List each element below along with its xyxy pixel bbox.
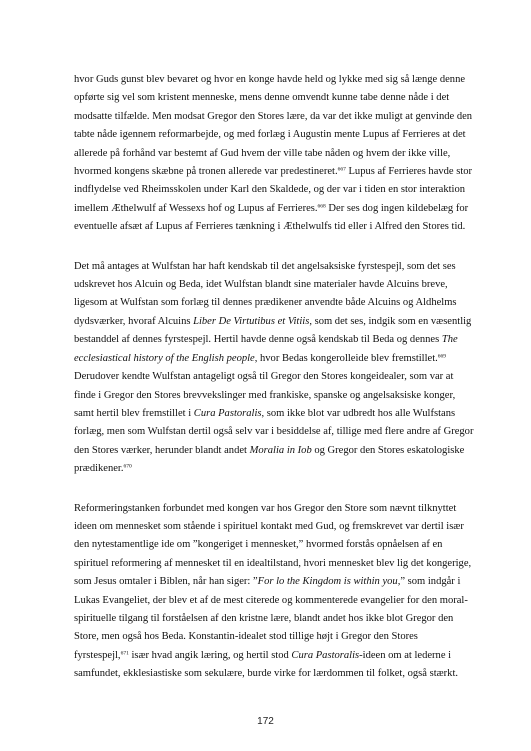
italic-title: Liber De Virtutibus et Vitiis	[193, 315, 310, 327]
italic-title: Cura Pastoralis	[193, 407, 262, 419]
text-run: -ideen om at lederne i samfundet, ekklesiastiske som sekulære, burde virke for lærdommen til folket, også stærkt.	[74, 649, 459, 680]
text-run: , hvor Bedas kongerolleide blev fremstillet.	[254, 352, 438, 364]
text-run: især hvad angik læring, og hertil stod	[128, 649, 292, 661]
italic-title: The ecclesiastical history of the English people	[74, 334, 458, 364]
italic-title: For lo the Kingdom is within you,	[257, 576, 401, 588]
text-run: Derudover kendte Wulfstan antageligt også til Gregor den Stores kongeidealer, som var at finde i Gregor den Stores brevvekslinger med frankiske, spanske og angelsaksiske konger, samt hertil blev fremstillet i	[74, 371, 456, 419]
text-run: Der ses dog ingen kildebelæg for eventuelle afsæt af Lupus af Ferrieres tænkning i Æthelwulfs tid eller i Alfred den Stores tid.	[74, 202, 469, 233]
italic-title: Cura Pastoralis	[291, 649, 360, 661]
page-number: 172	[257, 716, 274, 727]
text-run: Lupus af Ferrieres havde stor indflydelse ved Rheimsskolen under Karl den Skaldede, og der var i tiden en stor interaktion imellem Æthelwulf af Wessexs hof og Lupus af Ferrieres.	[74, 166, 473, 214]
text-run: ” som indgår i Lukas Evangeliet, der blev et af de mest citerede og kommenterede evangelier for den moral-spirituelle tilgang til forståelsen af den kristne lære, blandt andet hos ikke blot Gregor den Store, men også hos Beda. Konstantin-idealet stod tillige højt i Gregor den Stores fyrstespejl,	[74, 576, 468, 661]
body-text	[74, 71, 474, 705]
paragraph	[74, 71, 474, 237]
footnote-ref: 670	[123, 463, 132, 470]
text-run: , som det ses, indgik som en væsentlig bestanddel af dennes fyrstespejl. Hertil havde denne også kendskab til Beda og dennes	[74, 315, 472, 346]
footnote-ref: 669	[437, 353, 447, 360]
paragraph	[74, 500, 474, 684]
footnote-ref: 668	[317, 203, 326, 210]
text-run: hvor Guds gunst blev bevaret og hvor en konge havde held og lykke med sig så længe denne opførte sig vel som kristent menneske, mens denne omvendt kunne tabe denne nåde i det modsatte tilfælde. Men modsat Gregor den Stores lære, da var det ikke muligt at genvinde den tabte nåde igennem reformarbejde, og med forlæg i Augustin mente Lupus af Ferrieres at det allerede på forhånd var bestemt af Gud hvem der ville tabe nåden og hvem der ikke ville, hvormed kongens skæbne på tronen allerede var predestineret.	[74, 74, 473, 178]
text-run: Reformeringstanken forbundet med kongen var hos Gregor den Store som nævnt tilknyttet ideen om mennesket som stående i spirituel kontakt med Gud, og fremskrevet var dertil især den nytestamentlige ide om ”kongeriget i mennesket,” hvormed forstås opnåelsen af en spirituel reformering af mennesket til en idealtilstand, hvori mennesket blev lig det kongerige, som Jesus omtaler i Biblen, når han siger: ”	[74, 502, 472, 588]
text-run: Det må antages at Wulfstan har haft kendskab til det angelsaksiske fyrstespejl, som det ses udskrevet hos Alcuin og Beda, idet Wulfstan blandt sine materialer havde Alcuins breve, ligesom at Wulfstan som forlæg til dennes prædikener anvendte både Alcuins og Aldhelms dydsværker, hvoraf Alcuins	[74, 260, 457, 327]
text-run: og Gregor den Stores eskatologiske prædikener.	[74, 444, 465, 475]
footnote-ref: 667	[337, 166, 346, 173]
text-run: , som ikke blot var udbredt hos alle Wulfstans forlæg, men som Wulfstan dertil også selv var i besiddelse af, tillige med flere andre af Gregor den Stores værker, herunder blandt andet	[74, 407, 474, 456]
paragraph	[74, 258, 474, 479]
italic-title: Moralia in Iob	[249, 444, 312, 456]
footnote-ref: 671	[120, 650, 129, 657]
